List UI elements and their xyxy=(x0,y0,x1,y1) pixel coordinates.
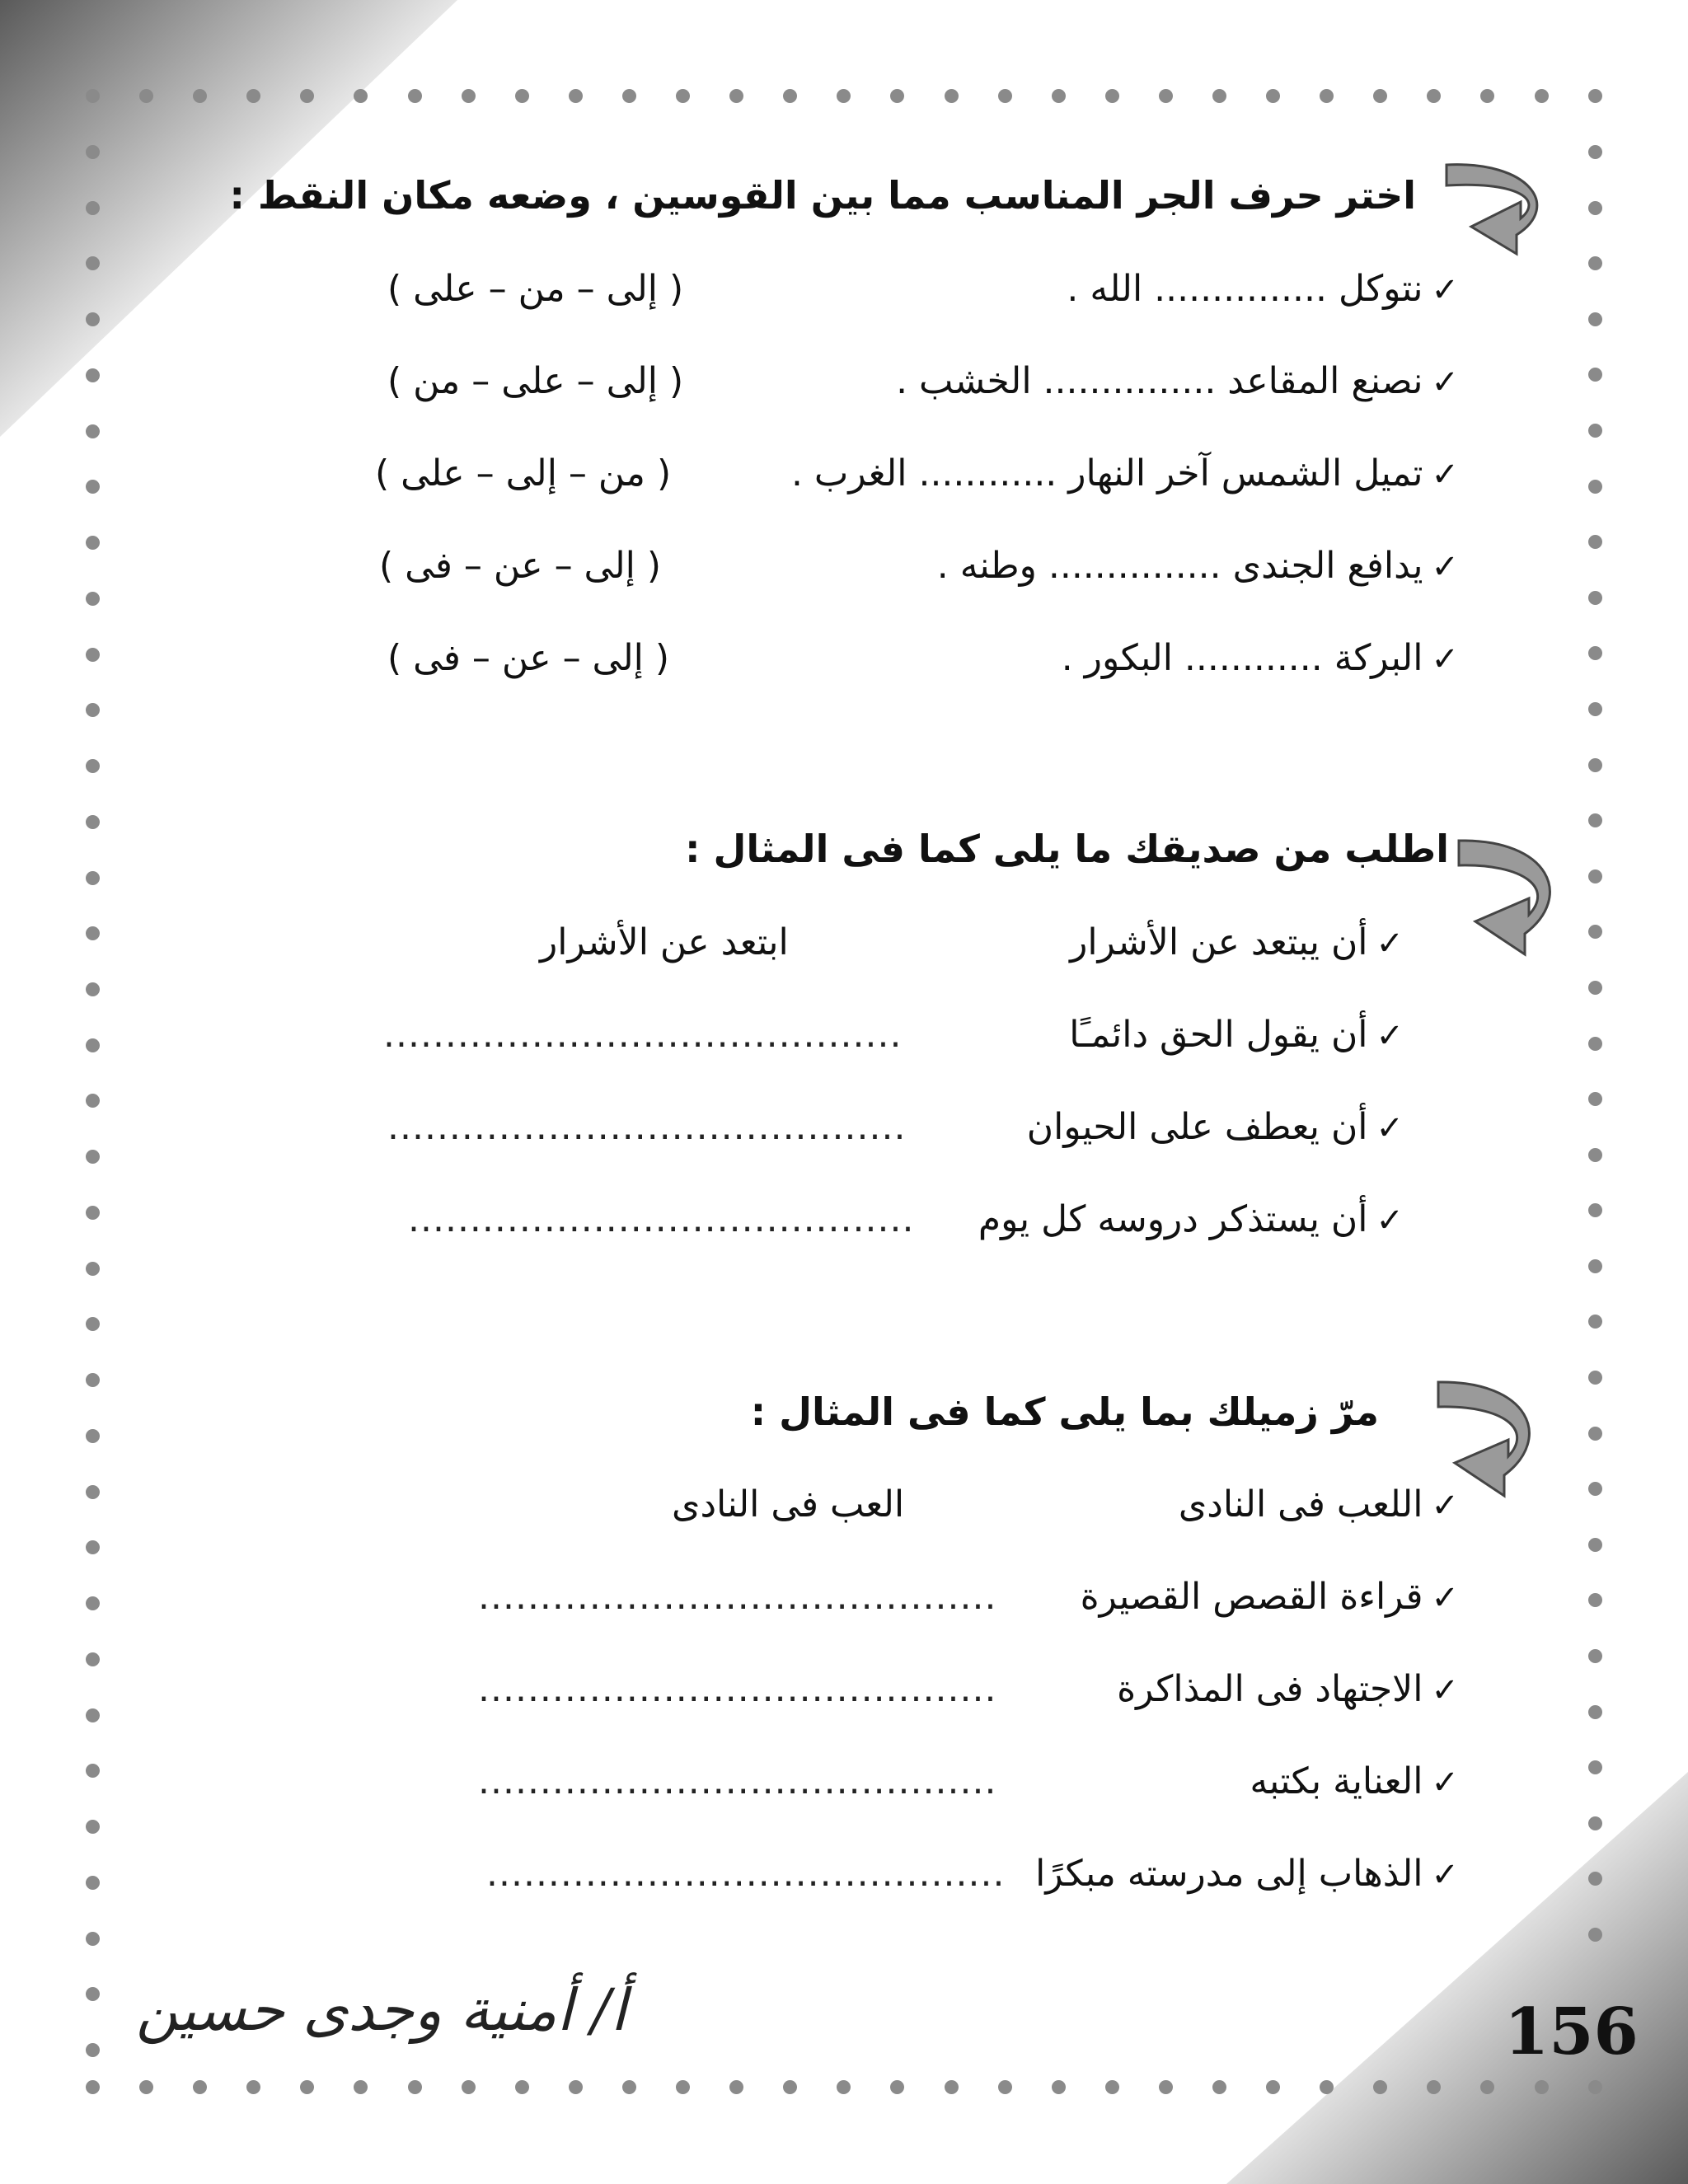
prompt-text: الاجتهاد فى المذاكرة xyxy=(1117,1668,1423,1710)
section-2-title: اطلب من صديقك ما يلى كما فى المثال : xyxy=(685,827,1449,871)
command-1-answer: العب فى النادى xyxy=(672,1483,905,1526)
request-2-prompt xyxy=(1069,1014,1404,1056)
command-3-prompt xyxy=(1117,1668,1459,1710)
right-dotted-border xyxy=(1588,145,1602,1942)
check-icon: ✓ xyxy=(1431,1764,1459,1802)
check-icon: ✓ xyxy=(1431,271,1459,309)
bottom-dotted-border xyxy=(86,2080,1602,2094)
sentence-text: يدافع الجندى ............... وطنه . xyxy=(936,545,1423,587)
sentence-text: نصنع المقاعد ............... الخشب . xyxy=(896,360,1423,402)
exercise-2-sentence xyxy=(896,360,1459,402)
check-icon: ✓ xyxy=(1431,1671,1459,1709)
prompt-text: أن يعطف على الحيوان xyxy=(1026,1106,1368,1148)
check-icon: ✓ xyxy=(1431,1856,1459,1894)
section-1-title: اختر حرف الجر المناسب مما بين القوسين ، وضعه مكان النقط : xyxy=(229,173,1416,218)
prompt-text: أن يقول الحق دائمـًا xyxy=(1069,1014,1368,1056)
check-icon: ✓ xyxy=(1376,925,1404,963)
prompt-text: قراءة القصص القصيرة xyxy=(1080,1576,1423,1618)
exercise-5-options: ( إلى – عن – فى ) xyxy=(387,637,670,679)
exercise-5-sentence xyxy=(1062,637,1459,679)
sentence-text: نتوكل ............... الله . xyxy=(1067,268,1423,310)
exercise-3-sentence xyxy=(791,452,1459,494)
command-4-prompt xyxy=(1250,1760,1459,1802)
request-4-prompt xyxy=(978,1198,1404,1240)
check-icon: ✓ xyxy=(1431,456,1459,494)
exercise-1-options: ( إلى – من – على ) xyxy=(387,268,684,310)
prompt-text: أن يستذكر دروسه كل يوم xyxy=(978,1198,1368,1240)
command-2-prompt xyxy=(1081,1576,1459,1618)
exercise-2-options: ( إلى – على – من ) xyxy=(387,360,684,402)
check-icon: ✓ xyxy=(1431,363,1459,401)
answer-blank[interactable]: .......................................... xyxy=(387,1106,907,1148)
check-icon: ✓ xyxy=(1431,640,1459,678)
request-3-prompt xyxy=(1027,1106,1404,1148)
answer-blank[interactable]: .......................................... xyxy=(478,1760,997,1802)
check-icon: ✓ xyxy=(1376,1017,1404,1055)
exercise-4-options: ( إلى – عن – فى ) xyxy=(379,545,662,587)
request-1-prompt xyxy=(1070,921,1404,963)
bottom-right-corner-decoration xyxy=(1226,1772,1688,2184)
curved-arrow-icon xyxy=(1438,157,1562,264)
top-dotted-border xyxy=(86,89,1602,103)
curved-arrow-icon xyxy=(1451,831,1574,963)
page-number: 156 xyxy=(1504,1994,1639,2069)
answer-blank[interactable]: .......................................... xyxy=(478,1576,997,1618)
command-1-prompt xyxy=(1179,1483,1459,1526)
request-1-answer: ابتعد عن الأشرار xyxy=(540,921,789,963)
sentence-text: تميل الشمس آخر النهار ............ الغرب . xyxy=(790,452,1423,494)
check-icon: ✓ xyxy=(1431,1487,1459,1525)
author-signature: أ/ أمنية وجدى حسين xyxy=(136,1976,627,2044)
answer-blank[interactable]: ......................................... xyxy=(408,1198,915,1240)
sentence-text: البركة ............ البكور . xyxy=(1061,637,1423,679)
exercise-1-sentence xyxy=(1067,268,1459,310)
left-dotted-border xyxy=(86,145,100,2057)
check-icon: ✓ xyxy=(1431,1579,1459,1617)
command-5-prompt xyxy=(1035,1853,1459,1895)
check-icon: ✓ xyxy=(1431,548,1459,586)
section-3-title: مرّ زميلك بما يلى كما فى المثال : xyxy=(750,1390,1379,1434)
prompt-text: أن يبتعد عن الأشرار xyxy=(1070,921,1368,963)
answer-blank[interactable]: .......................................... xyxy=(478,1668,997,1710)
check-icon: ✓ xyxy=(1376,1109,1404,1147)
answer-blank[interactable]: .......................................... xyxy=(383,1014,903,1056)
answer-blank[interactable]: .......................................... xyxy=(486,1853,1006,1895)
prompt-text: العناية بكتبه xyxy=(1250,1760,1423,1802)
exercise-3-options: ( من – إلى – على ) xyxy=(375,452,672,494)
prompt-text: اللعب فى النادى xyxy=(1178,1483,1423,1526)
prompt-text: الذهاب إلى مدرسته مبكرًا xyxy=(1035,1853,1423,1895)
exercise-4-sentence xyxy=(937,545,1459,587)
check-icon: ✓ xyxy=(1376,1202,1404,1240)
